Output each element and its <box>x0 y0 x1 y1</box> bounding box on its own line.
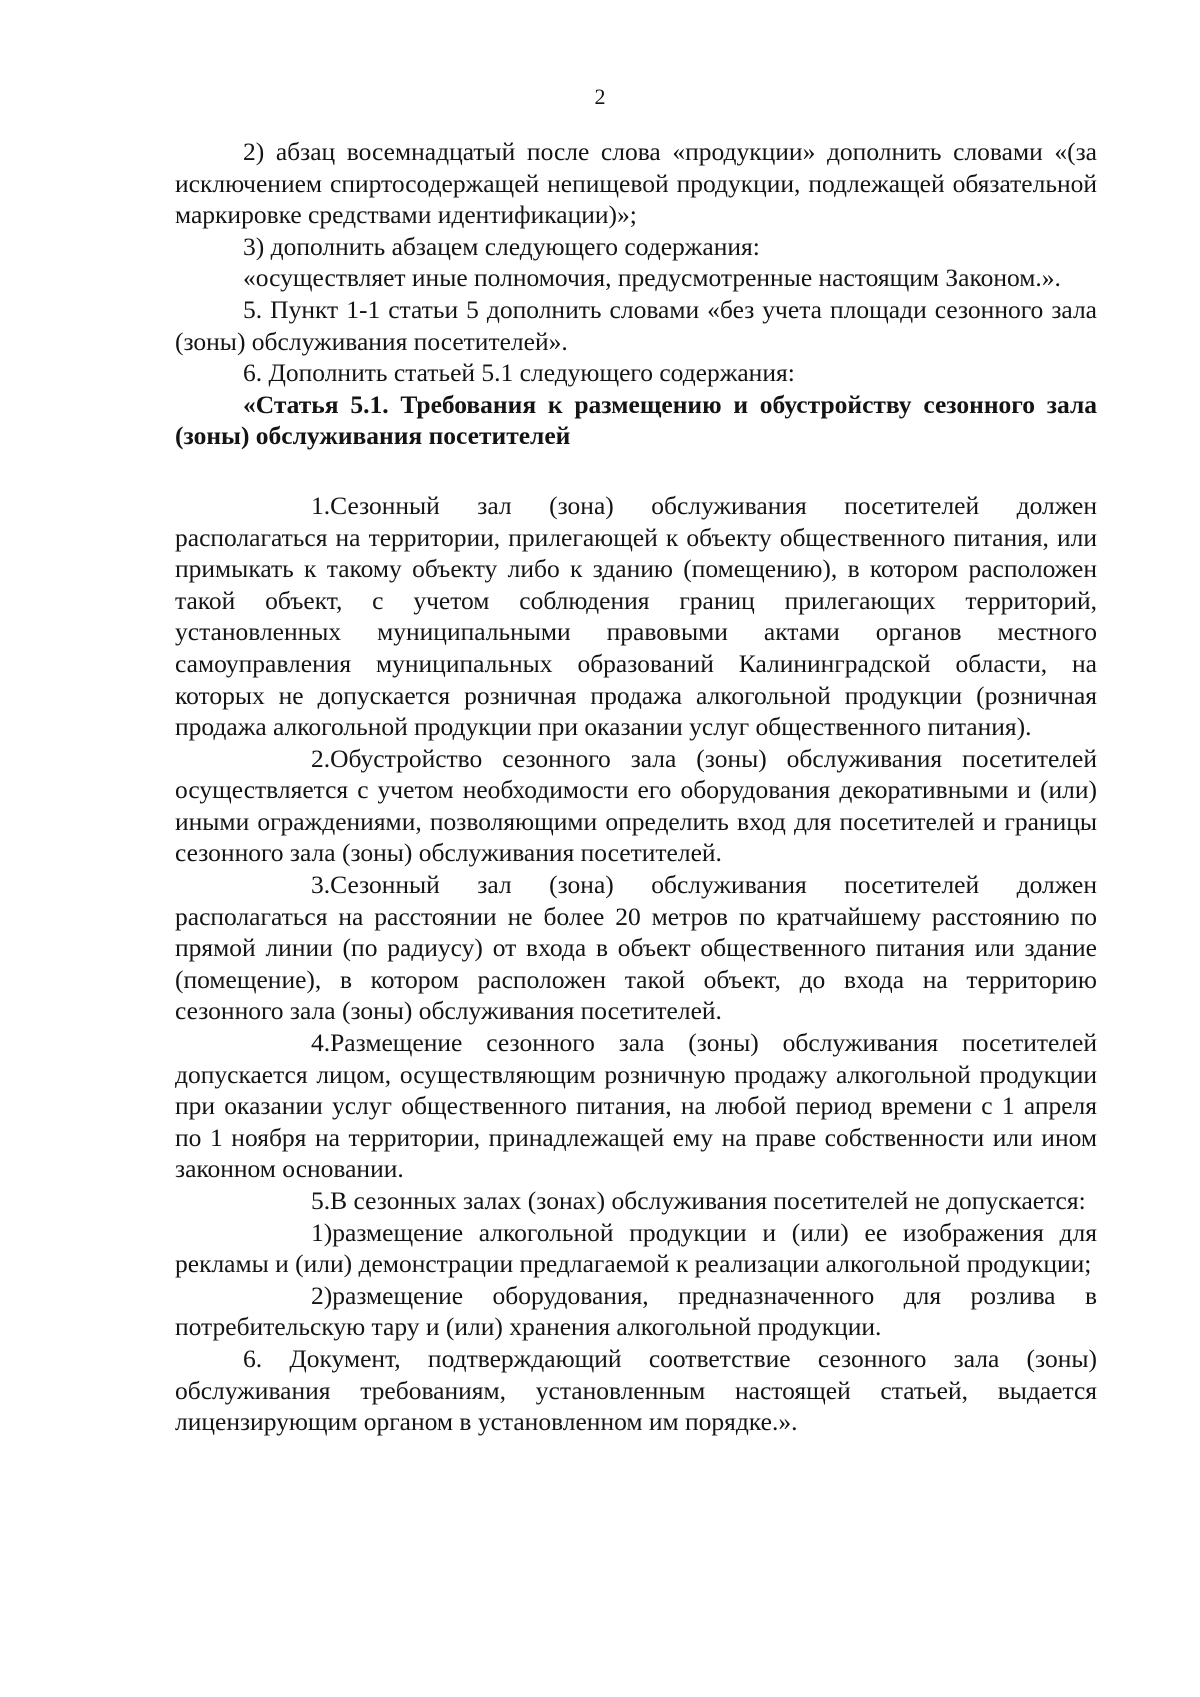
sub-item-1 <box>175 1217 1097 1280</box>
item-text: 6. Документ, подтверждающий соответствие сезонного зала (зоны) обслуживания требованиям, установленным настоящей статьей, выдается лицензирующим органом в установленном им порядке.». <box>175 1343 1097 1437</box>
paragraph-text: 2) абзац восемнадцатый после слова «продукции» дополнить словами «(за исключением спиртосодержащей непищевой продукции, подлежащей обязательной маркировке средствами идентификации)»; <box>175 137 1097 230</box>
sub-item-2 <box>175 1280 1097 1343</box>
item-text: Обустройство сезонного зала (зоны) обслуживания посетителей осуществляется с учетом необходимости его оборудования декоративными и (или) иными ограждениями, позволяющими определить вход для посетителей и границы сезонного зала (зоны) обслуживания посетителей. <box>175 743 1097 868</box>
article-item-4 <box>175 1027 1097 1185</box>
item-text: Сезонный зал (зона) обслуживания посетителей должен располагаться на расстоянии не более 20 метров по кратчайшему расстоянию по прямой линии (по радиусу) от входа в объект общественного питания или здание (помещение), в котором расположен такой объект, до входа на территорию сезонного зала (зоны) обслуживания посетителей. <box>175 870 1097 1026</box>
item-text: размещение алкогольной продукции и (или) ее изображения для рекламы и (или) демонстрации предлагаемой к реализации алкогольной продукции; <box>175 1217 1097 1279</box>
article-item-1 <box>175 490 1097 743</box>
item-text: Размещение сезонного зала (зоны) обслуживания посетителей допускается лицом, осуществляющим розничную продажу алкогольной продукции при оказании услуг общественного питания, на любой период времени с 1 апреля по 1 ноября на территории, принадлежащей ему на праве собственности или ином законном основании. <box>175 1028 1097 1184</box>
item-number: 1) <box>311 1217 333 1247</box>
article-heading: «Статья 5.1. Требования к размещению и обустройству сезонного зала (зоны) обслуживания посетителей <box>175 389 1097 451</box>
paragraph-point-6 <box>175 357 1097 389</box>
item-number: 2. <box>311 743 331 773</box>
article-item-6 <box>175 1343 1097 1438</box>
item-text: Сезонный зал (зона) обслуживания посетителей должен располагаться на территории, прилегающей к объекту общественного питания, или примыкать к такому объекту либо к зданию (помещению), в котором расположен такой объект, с учетом соблюдения границ прилегающих территорий, установленных муниципальными правовыми актами органов местного самоуправления муниципальных образований Калининградской области, на которых не допускается розничная продажа алкогольной продукции (розничная продажа алкогольной продукции при оказании услуг общественного питания). <box>175 490 1097 742</box>
paragraph-text: 6. Дополнить статьей 5.1 следующего содержания: <box>243 358 795 388</box>
paragraph-text: 5. Пункт 1-1 статьи 5 дополнить словами «без учета площади сезонного зала (зоны) обслуживания посетителей». <box>175 294 1097 356</box>
paragraph-amend-2 <box>175 136 1097 231</box>
item-number: 5. <box>311 1186 331 1215</box>
paragraph-amend-3 <box>175 231 1097 263</box>
item-text: В сезонных залах (зонах) обслуживания посетителей не допускается: <box>330 1186 1086 1215</box>
item-number: 4. <box>311 1028 331 1058</box>
paragraph-text: 3) дополнить абзацем следующего содержания: <box>243 231 760 261</box>
item-number: 3. <box>311 870 331 900</box>
article-item-3 <box>175 869 1097 1027</box>
paragraph-point-5 <box>175 294 1097 357</box>
paragraph-text: «осуществляет иные полномочия, предусмотренные настоящим Законом.». <box>243 263 1061 293</box>
document-body <box>175 136 1097 1438</box>
page-number: 2 <box>594 84 606 109</box>
item-text: размещение оборудования, предназначенного для розлива в потребительскую тару и (или) хранения алкогольной продукции. <box>175 1280 1097 1342</box>
article-item-2 <box>175 743 1097 869</box>
paragraph-quote <box>175 262 1097 294</box>
article-item-5 <box>175 1185 1097 1217</box>
item-number: 1. <box>311 490 331 520</box>
item-number: 2) <box>311 1280 333 1310</box>
